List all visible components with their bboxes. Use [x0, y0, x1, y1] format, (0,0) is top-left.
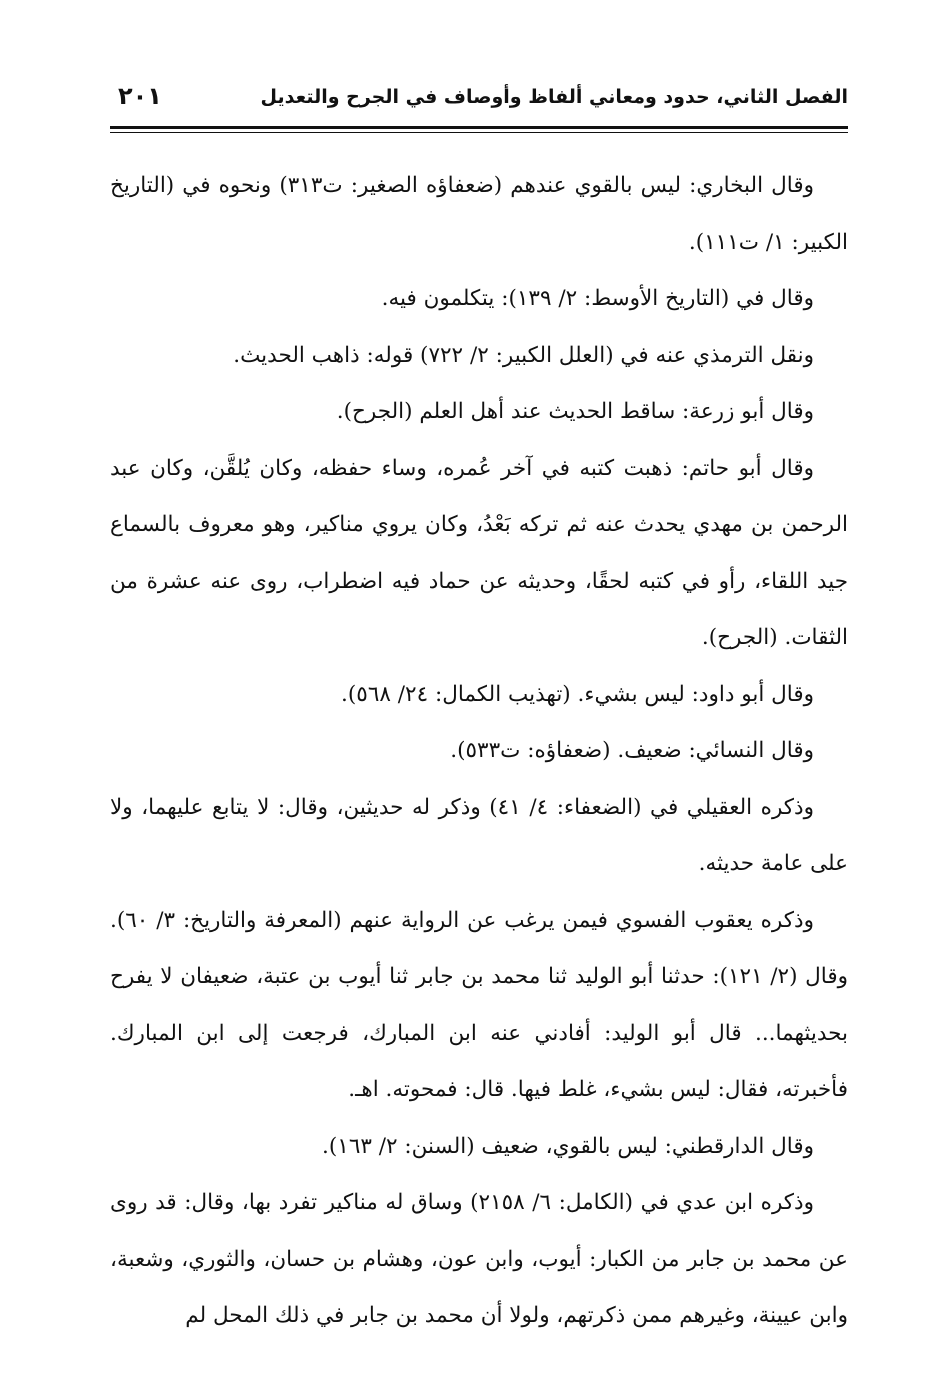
paragraph: وقال أبو داود: ليس بشيء. (تهذيب الكمال: ٢٤/ ٥٦٨). — [341, 681, 814, 707]
paragraph: وقال أبو زرعة: ساقط الحديث عند أهل العلم (الجرح). — [336, 399, 814, 424]
page-number: ٢٠١ — [118, 82, 162, 110]
paragraph: وقال أبو حاتم: ذهبت كتبه في آخر عُمره، وساء حفظه، وكان يُلقَّن، وكان عبد الرحمن بن مهدي يحدث عنه ثم تركه بَعْدُ، وكان يروي مناكير، وهو معروف بالسماع جيد اللقاء، رأو في كتبه لحقًا، وحديثه عن حماد فيه اضطراب، روى عنه عشرة من الثقات. (الجرح). — [110, 455, 848, 650]
paragraph: وقال في (التاريخ الأوسط: ٢/ ١٣٩): يتكلمون فيه. — [381, 286, 814, 311]
header-rule-thin — [110, 132, 848, 133]
body-text — [110, 158, 848, 1345]
paragraph: وذكره يعقوب الفسوي فيمن يرغب عن الرواية عنهم (المعرفة والتاريخ: ٣/ ٦٠). وقال (٢/ ١٢١): حدثنا أبو الوليد ثنا محمد بن جابر ثنا أيوب بن عتبة، ضعيفان لا يفرح بحديثهما... قال أبو الوليد: أفادني عنه ابن المبارك، فرجعت إلى ابن المبارك. فأخبرته، فقال: ليس بشيء، غلط فيها. قال: فمحوته. اهـ. — [110, 907, 849, 1102]
paragraph: ونقل الترمذي عنه في (العلل الكبير: ٢/ ٧٢٢) قوله: ذاهب الحديث. — [233, 342, 814, 368]
paragraph: وذكره ابن عدي في (الكامل: ٦/ ٢١٥٨) وساق له مناكير تفرد بها، وقال: قد روى عن محمد بن جابر من الكبار: أيوب، وابن عون، وهشام بن حسان، والثوري، وشعبة، وابن عيينة، وغيرهم ممن ذكرتهم، ولولا أن محمد بن جابر في ذلك المحل لم — [110, 1190, 848, 1328]
running-header — [110, 80, 848, 120]
chapter-title: الفصل الثاني، حدود ومعاني ألفاظ وأوصاف في الجرح والتعديل — [260, 86, 848, 108]
header-rule-thick — [110, 126, 848, 129]
paragraph: وقال الدارقطني: ليس بالقوي، ضعيف (السنن: ٢/ ١٦٣). — [322, 1133, 814, 1159]
paragraph: وقال البخاري: ليس بالقوي عندهم (ضعفاؤه الصغير: ت٣١٣) ونحوه في (التاريخ الكبير: ١/ ت١١١). — [110, 173, 848, 255]
paragraph: وقال النسائي: ضعيف. (ضعفاؤه: ت٥٣٣). — [450, 738, 814, 763]
paragraph: وذكره العقيلي في (الضعفاء: ٤/ ٤١) وذكر له حديثين، وقال: لا يتابع عليهما، ولا على عامة حديثه. — [110, 794, 848, 876]
